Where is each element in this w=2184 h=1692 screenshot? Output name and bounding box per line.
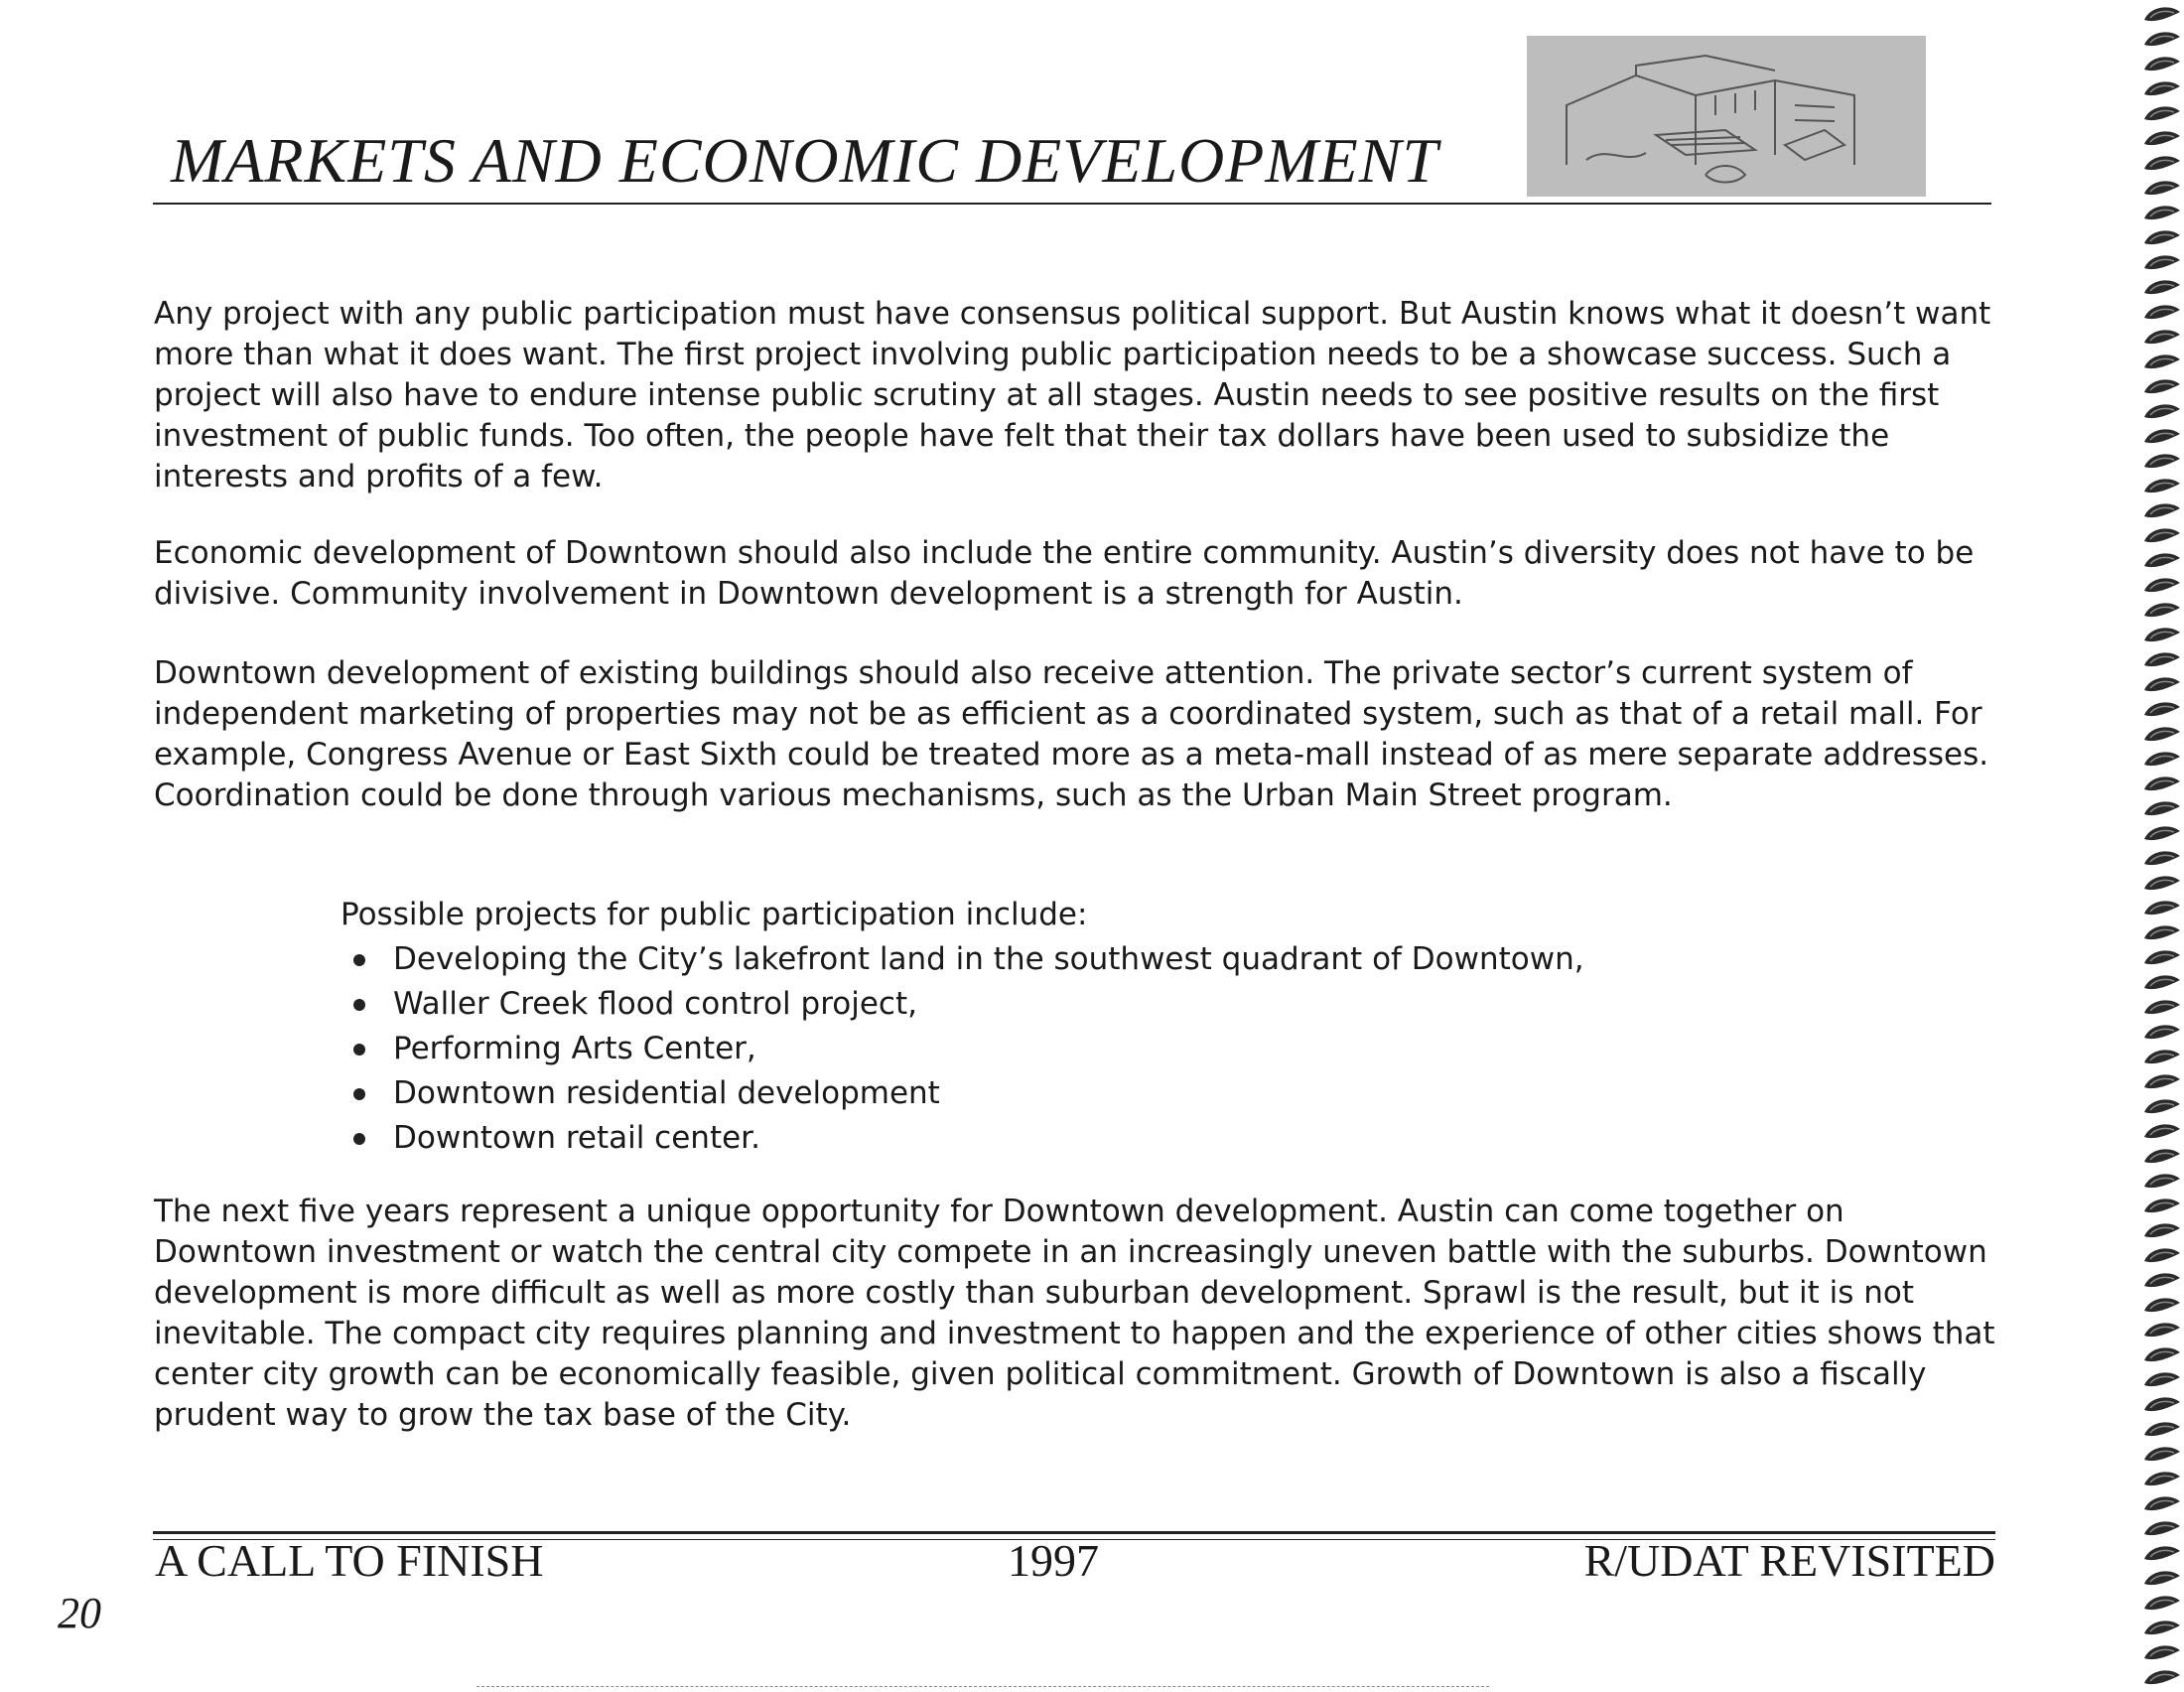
paragraph-existing-buildings: Downtown development of existing buildings should also receive attention. The private sector’s current system of independent marketing of properties may not be as efficient as a coordinated system, such as that of a retail mall. For example, Congress Avenue or East Sixth could be treated more as a meta-mall instead of as mere separate addresses. Coordination could be done through various mechanisms, such as the Urban Main Street program. [154, 655, 1989, 813]
footer-rule [153, 1531, 1995, 1534]
bullet-icon [353, 1044, 365, 1056]
bullet-icon [353, 999, 365, 1011]
paragraph-political-support: Any project with any public participation must have consensus political support. But Austin knows what it doesn’t want more than what it does want. The first project involving public participation needs to be a showcase success. Such a project will also have to endure intense public scrutiny at all stages. Austin needs to see positive results on the first investment of public funds. Too often, the people have felt that their tax dollars have been used to subsidize the interests and profits of a few. [154, 296, 1991, 494]
list-item-label: Performing Arts Center, [393, 1031, 756, 1066]
page-number: 20 [58, 1589, 101, 1637]
sketch-street-illustration-icon [1527, 36, 1926, 197]
bullet-icon [353, 1088, 365, 1100]
list-item [353, 1116, 1584, 1161]
scan-artifact-line [477, 1686, 1489, 1687]
footer-right-title: R/UDAT REVISITED [1583, 1535, 1995, 1586]
list-item-label: Waller Creek flood control project, [393, 986, 917, 1022]
projects-list [353, 937, 1584, 1161]
list-item-label: Downtown retail center. [393, 1120, 760, 1156]
page-title: MARKETS AND ECONOMIC DEVELOPMENT [171, 125, 1439, 196]
list-item-label: Downtown residential development [393, 1075, 940, 1111]
title-rule [153, 203, 1991, 205]
list-item [353, 1027, 1584, 1071]
projects-intro: Possible projects for public participation include: [341, 897, 1088, 932]
spiral-binding-icon [2136, 0, 2184, 1692]
list-item [353, 1071, 1584, 1116]
list-item [353, 982, 1584, 1027]
bullet-icon [353, 1133, 365, 1145]
footer-left-title: A CALL TO FINISH [155, 1535, 544, 1586]
list-item [353, 937, 1584, 982]
list-item-label: Developing the City’s lakefront land in the southwest quadrant of Downtown, [393, 941, 1584, 977]
bullet-icon [353, 954, 365, 966]
paragraph-community: Economic development of Downtown should also include the entire community. Austin’s diversity does not have to be divisive. Community involvement in Downtown development is a strength for Austin. [154, 535, 1975, 612]
paragraph-next-five-years: The next five years represent a unique opportunity for Downtown development. Austin can come together on Downtown investment or watch the central city compete in an increasingly uneven battle with the suburbs. Downtown development is more difficult as well as more costly than suburban development. Sprawl is the result, but it is not inevitable. The compact city requires planning and investment to happen and the experience of other cities shows that center city growth can be economically feasible, given political commitment. Growth of Downtown is also a fiscally prudent way to grow the tax base of the City. [154, 1194, 1995, 1433]
footer-year: 1997 [1008, 1535, 1099, 1586]
